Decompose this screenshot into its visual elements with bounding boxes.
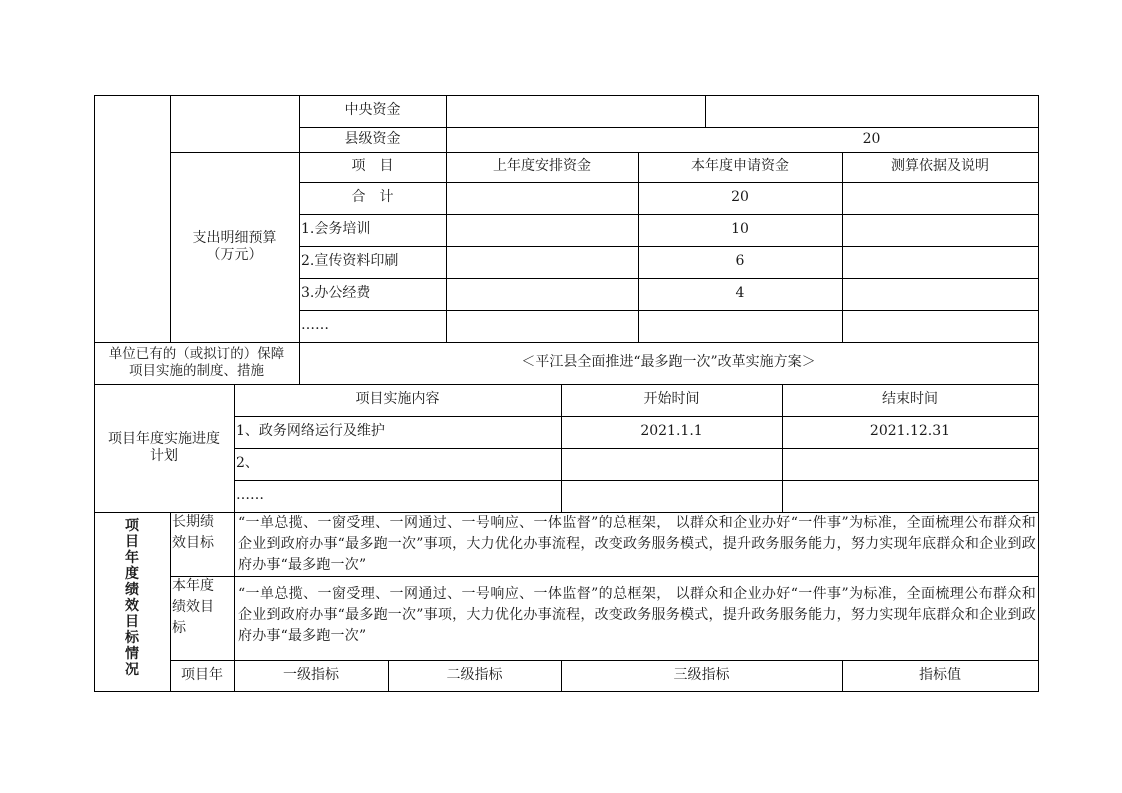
schedule-row-2-start[interactable] <box>561 448 782 480</box>
expense-row-2-note[interactable] <box>842 246 1038 278</box>
expense-header-item: 项 目 <box>351 158 394 175</box>
long-term-goal-text[interactable]: “一单总揽、一窗受理、一网通过、一号响应、一体监督”的总框架， 以群众和企业办好“一件事”为标准，全面梳理公布群众和企业到政府办事“最多跑一次”事项，大力优化办事流程，改变政务服务模式，提升政务服务能力，努力实现年底群众和企业到政府办事“最多跑一次” <box>238 515 1036 573</box>
expense-header-this-year: 本年度申请资金 <box>691 158 789 175</box>
expense-row-3-item: 3.办公经费 <box>301 285 371 302</box>
schedule-header-start: 开始时间 <box>643 391 700 408</box>
expense-row-1-this-year[interactable]: 10 <box>731 221 749 238</box>
central-funding-value[interactable] <box>446 95 705 127</box>
annual-label-line3: 标 <box>172 620 186 636</box>
schedule-row-2-end[interactable] <box>782 448 1038 480</box>
measures-value[interactable]: ＜平江县全面推进“最多跑一次”改革实施方案＞ <box>521 354 816 371</box>
indicator-header-level-3: 三级指标 <box>673 667 730 684</box>
measures-label-line2: 项目实施的制度、措施 <box>129 363 264 379</box>
expense-row-ellipsis-last-year[interactable] <box>446 310 638 342</box>
measures-label <box>94 342 299 384</box>
central-funding-label: 中央资金 <box>344 102 401 119</box>
performance-label-char: 效 <box>125 598 139 614</box>
performance-label-char: 年 <box>125 550 139 566</box>
expense-section-label <box>170 152 299 342</box>
expense-row-3-last-year[interactable] <box>446 278 638 310</box>
performance-label-char: 目 <box>125 534 139 550</box>
expense-header-last-year: 上年度安排资金 <box>493 158 591 175</box>
schedule-label <box>94 384 234 512</box>
performance-label-char: 标 <box>125 630 139 646</box>
county-funding-label: 县级资金 <box>344 131 401 148</box>
indicator-header-value: 指标值 <box>919 667 961 684</box>
schedule-label-line2: 计划 <box>150 448 178 464</box>
expense-row-2-last-year[interactable] <box>446 246 638 278</box>
schedule-row-ellipsis-end[interactable] <box>782 480 1038 512</box>
expense-row-total-note[interactable] <box>842 182 1038 214</box>
expense-row-3-note[interactable] <box>842 278 1038 310</box>
expense-row-1-item: 1.会务培训 <box>301 221 371 238</box>
long-term-label-line2: 效目标 <box>172 535 214 551</box>
long-term-goal-label <box>170 512 234 576</box>
expense-row-ellipsis-item: …… <box>301 317 329 334</box>
measures-label-line1: 单位已有的（或拟订的）保障 <box>108 346 285 363</box>
expense-label-line2: （万元） <box>206 247 263 263</box>
expense-row-total-this-year[interactable]: 20 <box>731 189 749 206</box>
expense-row-total-item: 合 计 <box>351 189 394 206</box>
performance-section-label <box>94 518 170 688</box>
performance-label-char: 况 <box>125 662 139 678</box>
expense-row-2-this-year[interactable]: 6 <box>735 253 745 270</box>
performance-label-char: 绩 <box>125 582 139 598</box>
schedule-row-ellipsis-start[interactable] <box>561 480 782 512</box>
schedule-row-1-content[interactable]: 1、政务网络运行及维护 <box>236 423 385 440</box>
schedule-row-2-content[interactable]: 2、 <box>236 455 259 472</box>
schedule-row-1-start[interactable]: 2021.1.1 <box>640 423 703 440</box>
expense-row-total-last-year[interactable] <box>446 182 638 214</box>
expense-row-ellipsis-this-year[interactable] <box>638 310 842 342</box>
county-funding-value[interactable]: 20 <box>862 131 881 148</box>
annual-label-line1: 本年度 <box>172 578 214 594</box>
indicator-header-project-year: 项目年 <box>181 667 223 684</box>
annual-label-line2: 绩效目 <box>172 599 214 615</box>
performance-label-char: 情 <box>125 646 139 662</box>
indicator-header-level-1: 一级指标 <box>283 667 339 684</box>
indicator-header-level-2: 二级指标 <box>446 667 503 684</box>
long-term-label-line1: 长期绩 <box>172 514 214 530</box>
expense-row-1-last-year[interactable] <box>446 214 638 246</box>
schedule-header-end: 结束时间 <box>882 391 938 408</box>
expense-header-note: 测算依据及说明 <box>891 158 989 175</box>
performance-label-char: 项 <box>125 518 139 534</box>
schedule-row-ellipsis-content[interactable]: …… <box>236 487 264 504</box>
annual-goal-text[interactable]: “一单总揽、一窗受理、一网通过、一号响应、一体监督”的总框架， 以群众和企业办好“一件事”为标准，全面梳理公布群众和企业到政府办事“最多跑一次”事项，大力优化办事流程，改变政务服务模式，提升政务服务能力，努力实现年底群众和企业到政府办事“最多跑一次” <box>238 586 1036 644</box>
expense-row-1-note[interactable] <box>842 214 1038 246</box>
schedule-label-line1: 项目年度实施进度 <box>108 430 220 447</box>
expense-row-3-this-year[interactable]: 4 <box>735 285 745 302</box>
expense-label-line1: 支出明细预算 <box>192 229 277 246</box>
performance-label-char: 目 <box>125 614 139 630</box>
schedule-header-content: 项目实施内容 <box>355 391 440 408</box>
annual-goal-label <box>170 576 234 660</box>
expense-row-ellipsis-note[interactable] <box>842 310 1038 342</box>
schedule-row-1-end[interactable]: 2021.12.31 <box>869 423 951 440</box>
performance-label-char: 度 <box>125 566 139 582</box>
expense-row-2-item: 2.宣传资料印刷 <box>301 253 399 270</box>
